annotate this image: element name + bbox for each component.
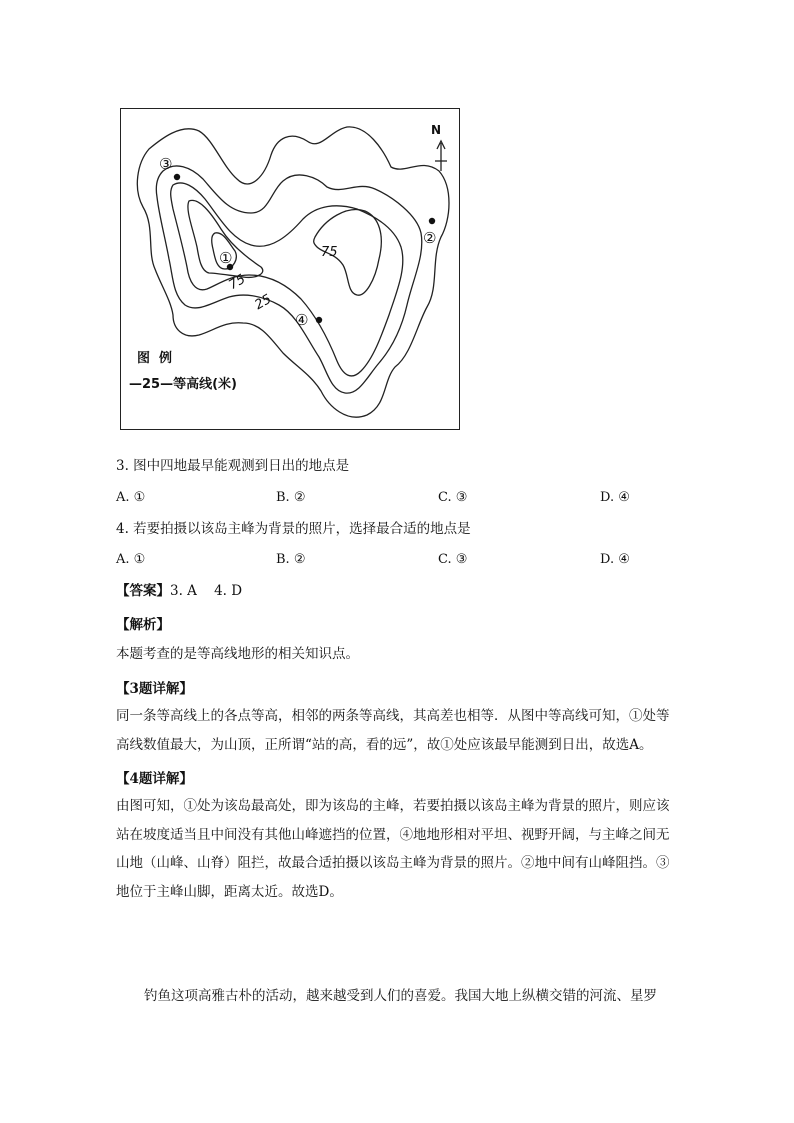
contour-map-figure: [120, 108, 460, 430]
point-3-dot: [174, 174, 180, 180]
answer-line: [116, 581, 242, 601]
question-3-stem: 3. 图中四地最早能观测到日出的地点是: [116, 458, 350, 474]
question-3-option-b: B. ②: [276, 490, 306, 505]
answer-text: 3. A 4. D: [170, 583, 243, 599]
point-3-label: ③: [159, 155, 173, 173]
point-2-label: ②: [423, 229, 437, 247]
analysis-text: 本题考查的是等高线地形的相关知识点。: [116, 646, 359, 662]
next-passage-text: 钓鱼这项高雅古朴的活动，越来越受到人们的喜爱。我国大地上纵横交错的河流、星罗: [144, 988, 657, 1004]
question-4-option-c: C. ③: [438, 552, 468, 567]
north-arrow-icon: [435, 141, 447, 171]
analysis-label: 【解析】: [116, 617, 170, 633]
contour-label-75-east: 75: [321, 245, 338, 260]
question-4-stem: 4. 若要拍摄以该岛主峰为背景的照片，选择最合适的地点是: [116, 521, 471, 537]
question-3-option-c: C. ③: [438, 490, 468, 505]
point-4-dot: [316, 317, 322, 323]
contour-label-25: 25: [252, 291, 275, 314]
point-1-label: ①: [219, 249, 233, 267]
detail-4-label: 【4题详解】: [116, 771, 193, 787]
question-4-option-d: D. ④: [600, 552, 630, 567]
question-4-option-a: A. ①: [116, 552, 146, 567]
point-2-dot: [429, 218, 435, 224]
question-3-option-a: A. ①: [116, 490, 146, 505]
point-4-label: ④: [295, 311, 309, 329]
question-3-option-d: D. ④: [600, 490, 630, 505]
contour-label-75-summit: 75: [226, 271, 249, 294]
north-label: N: [431, 123, 442, 137]
legend-title: 图 例: [137, 351, 173, 366]
answer-label: 【答案】: [116, 583, 170, 599]
detail-3-label: 【3题详解】: [116, 681, 193, 697]
detail-4-text: 由图可知，①处为该岛最高处，即为该岛的主峰，若要拍摄以该岛主峰为背景的照片，则应该站在坡度适当且中间没有其他山峰遮挡的位置，④地地形相对平坦、视野开阔，与主峰之间无山地（山峰、山脊）阻拦，故最合适拍摄以该岛主峰为背景的照片。②地中间有山峰阻挡。③地位于主峰山脚，距离太近。故选D。: [116, 798, 670, 900]
question-4-option-b: B. ②: [276, 552, 306, 567]
detail-3-text: 同一条等高线上的各点等高，相邻的两条等高线，其高差也相等．从图中等高线可知，①处等高线数值最大，为山顶，正所谓“站的高，看的远”，故①处应该最早能测到日出，故选A。: [116, 708, 670, 753]
legend-contour-line: —25—等高线(米): [129, 377, 237, 392]
